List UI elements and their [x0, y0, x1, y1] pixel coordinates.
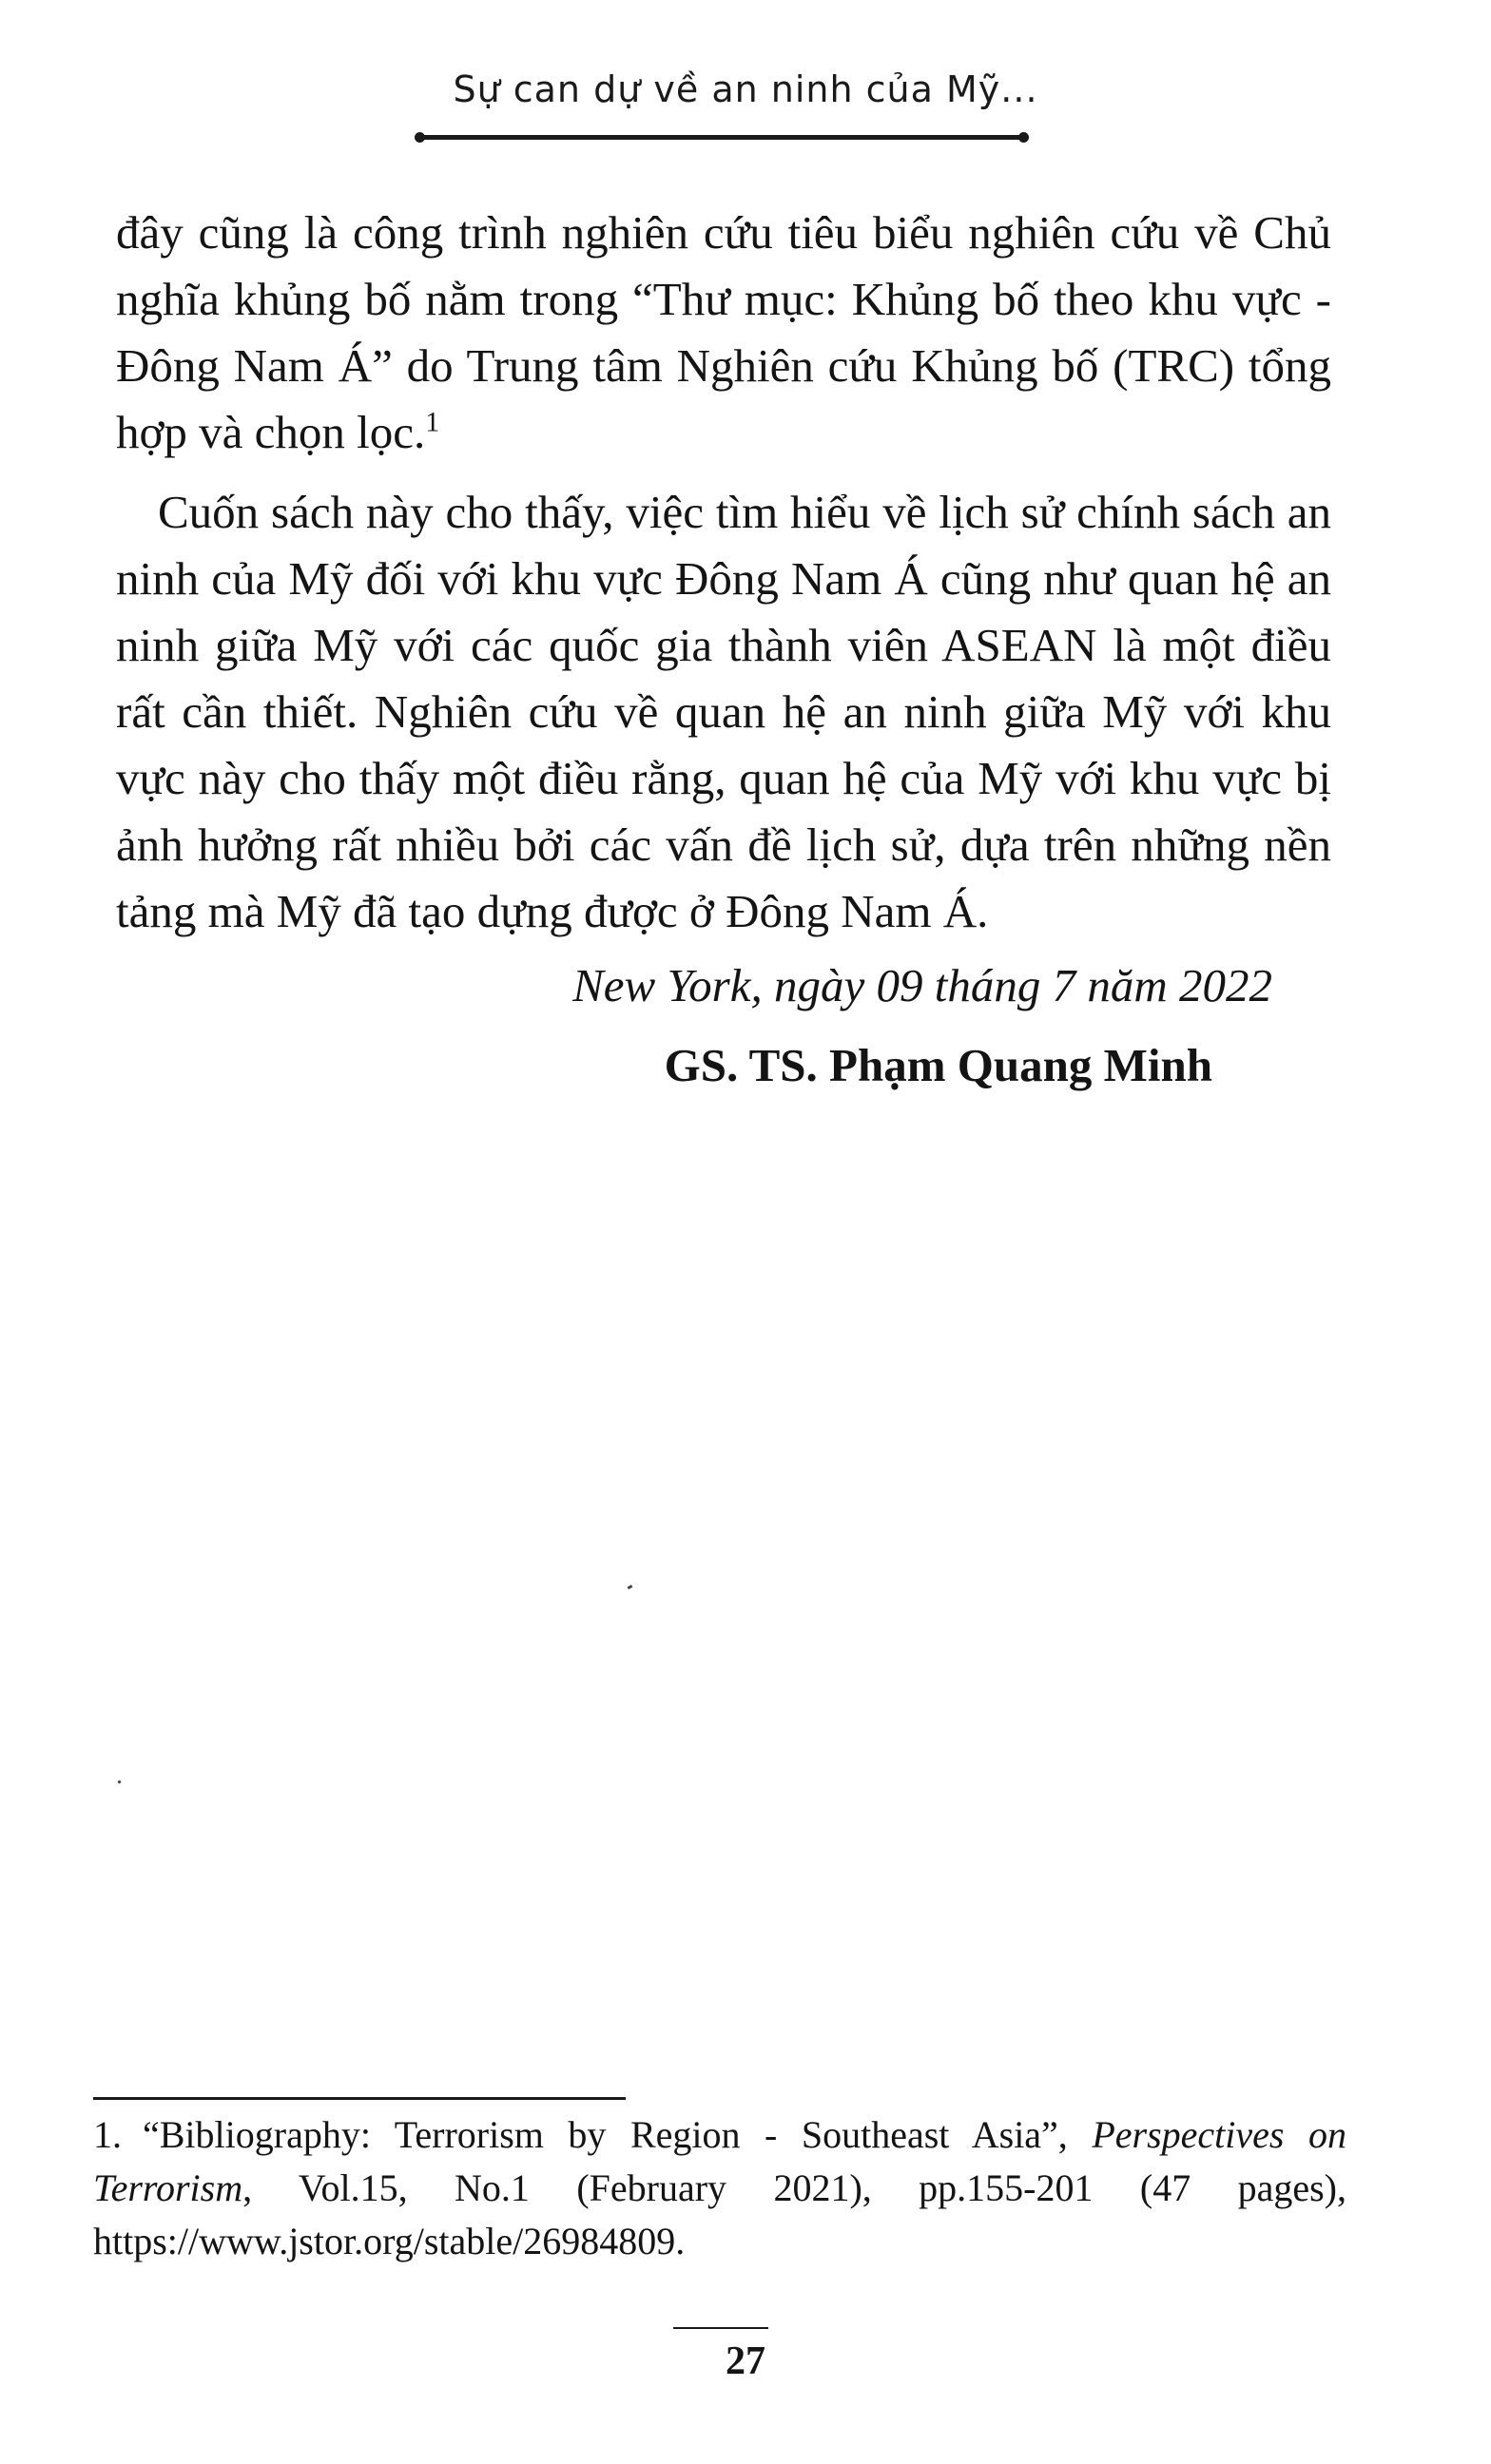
- signature-author: GS. TS. Phạm Quang Minh: [664, 1039, 1212, 1091]
- footnote-text-part2: , Vol.15, No.1 (February 2021), pp.155-201 (47 pages), https://www.jstor.org/stable/26984809.: [93, 2166, 1346, 2262]
- footnote-journal: Perspectives on Terrorism: [93, 2113, 1346, 2209]
- footnote-text-part1: “Bibliography: Terrorism by Region - Southeast Asia”,: [143, 2113, 1093, 2156]
- footnote-rule: [93, 2097, 626, 2100]
- footnote-number: 1.: [93, 2113, 122, 2156]
- print-speck: [628, 1585, 633, 1589]
- page-number: 27: [726, 2339, 765, 2383]
- body-text: [116, 200, 1331, 945]
- running-header: Sự can dự về an ninh của Mỹ...: [453, 68, 1038, 110]
- header-rule: [418, 135, 1025, 140]
- signature-place-date: New York, ngày 09 tháng 7 năm 2022: [572, 959, 1272, 1011]
- footnote-reference: 1: [425, 406, 440, 438]
- footnote: [93, 2108, 1346, 2268]
- paragraph-1: [116, 200, 1331, 466]
- paragraph-1-text: đây cũng là công trình nghiên cứu tiêu biểu nghiên cứu về Chủ nghĩa khủng bố nằm trong “Thư mục: Khủng bố theo khu vực - Đông Nam Á” do Trung tâm Nghiên cứu Khủng bố (TRC) tổng hợp và chọn lọc.: [116, 206, 1331, 458]
- paragraph-2: Cuốn sách này cho thấy, việc tìm hiểu về lịch sử chính sách an ninh của Mỹ đối với khu vực Đông Nam Á cũng như quan hệ an ninh giữa Mỹ với các quốc gia thành viên ASEAN là một điều rất cần thiết. Nghiên cứu về quan hệ an ninh giữa Mỹ với khu vực này cho thấy một điều rằng, quan hệ của Mỹ với khu vực bị ảnh hưởng rất nhiều bởi các vấn đề lịch sử, dựa trên những nền tảng mà Mỹ đã tạo dựng được ở Đông Nam Á.: [116, 486, 1331, 937]
- page-number-rule: [673, 2327, 768, 2329]
- print-speck: [117, 1780, 121, 1783]
